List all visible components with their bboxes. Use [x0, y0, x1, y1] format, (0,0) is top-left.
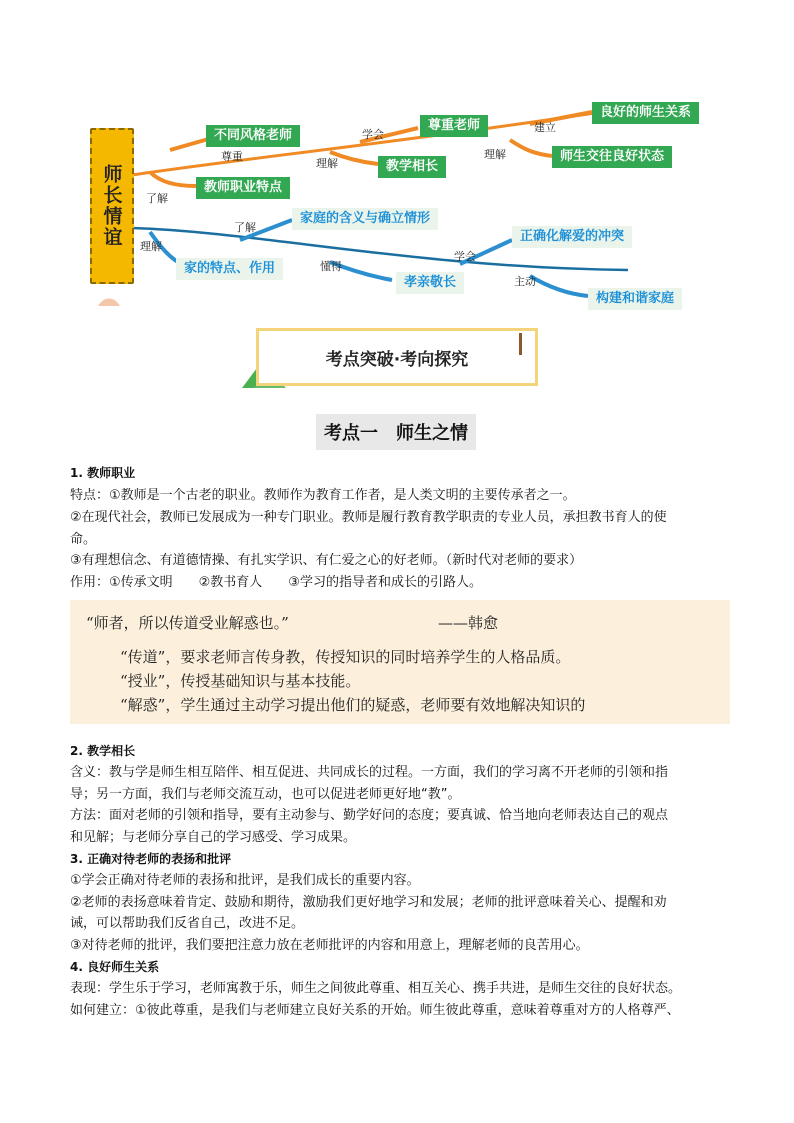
- quote-line: “授业”，传授基础知识与基本技能。: [120, 672, 361, 690]
- edge-label-know-1: 了解: [234, 221, 256, 234]
- node-teacher-styles: 不同风格老师: [206, 125, 300, 147]
- node-family-features: 家的特点、作用: [176, 258, 283, 280]
- paragraph-line: 含义：教与学是师生相互陪伴、相互促进、共同成长的过程。一方面，我们的学习离不开老师的引领和指: [70, 765, 669, 780]
- edge-label-understand-2: 理解: [316, 157, 338, 170]
- edge-label-learn-1: 学会: [362, 128, 384, 141]
- edge-label-understand-3: 理解: [484, 148, 506, 161]
- arrow-to-good-state: [510, 140, 552, 156]
- edge-label-learn-2: 学会: [454, 250, 476, 263]
- heading-1: 1. 教师职业: [70, 466, 136, 480]
- paragraph-line: 诫，可以帮助我们反省自己，改进不足。: [70, 916, 305, 931]
- paragraph-line: ①学会正确对待老师的表扬和批评，是我们成长的重要内容。: [70, 873, 420, 888]
- section-title: [316, 414, 476, 450]
- edge-label-know-2: 懂得: [320, 260, 342, 273]
- heading-3: 3. 正确对待老师的表扬和批评: [70, 852, 232, 866]
- banner-title: 考点突破·考向探究: [325, 349, 469, 370]
- node-respect-teacher: 尊重老师: [420, 115, 488, 137]
- paragraph-line: 表现：学生乐于学习，老师寓教于乐，师生之间彼此尊重、相互关心、携手共进，是师生交往的良好状态。: [70, 981, 682, 996]
- heading-4: 4. 良好师生关系: [70, 960, 160, 974]
- node-good-relation: 良好的师生关系: [592, 102, 699, 124]
- arrow-to-harmony-family: [530, 276, 588, 296]
- paragraph-line: ③对待老师的批评，我们要把注意力放在老师批评的内容和用意上，理解老师的良苦用心。: [70, 938, 589, 953]
- quote-line: “师者，所以传道受业解惑也。”: [86, 614, 289, 632]
- edge-label-understand-4: 理解: [140, 240, 162, 253]
- node-family-meaning: 家庭的含义与确立情形: [292, 208, 438, 230]
- node-teacher-features: 教师职业特点: [196, 177, 290, 199]
- edge-label-active: 主动: [514, 275, 536, 288]
- section-title-text: 考点一 师生之情: [324, 423, 468, 444]
- quote-box: [70, 600, 730, 724]
- node-filial: 孝亲敬长: [396, 272, 464, 294]
- paragraph-line: 如何建立：①彼此尊重，是我们与老师建立良好关系的开始。师生彼此尊重，意味着尊重对方的人格尊严、: [70, 1003, 680, 1018]
- banner-accent-bar: [519, 333, 522, 355]
- root-label: 师长情谊: [100, 164, 123, 248]
- paragraph-line: 方法：面对老师的引领和指导，要有主动参与、勤学好问的态度；要真诚、恰当地向老师表达自己的观点: [70, 808, 669, 823]
- section-banner: [256, 328, 538, 386]
- edge-label-respect: 尊重: [221, 150, 243, 163]
- node-resolve-conflict: 正确化解爱的冲突: [512, 226, 632, 248]
- quote-line: “传道”，要求老师言传身教，传授知识的同时培养学生的人格品质。: [120, 648, 571, 666]
- paragraph-line: 特点：①教师是一个古老的职业。教师作为教育工作者，是人类文明的主要传承者之一。: [70, 488, 576, 503]
- heading-2: 2. 教学相长: [70, 744, 136, 758]
- paragraph-line: 命。: [70, 532, 97, 547]
- node-harmony-family: 构建和谐家庭: [588, 288, 682, 310]
- paragraph-line: ③有理想信念、有道德情操、有扎实学识、有仁爱之心的好老师。（新时代对老师的要求）: [70, 553, 583, 568]
- mind-map: [0, 0, 794, 320]
- mind-map-root: [90, 128, 134, 284]
- quote-author: ——韩愈: [438, 614, 499, 632]
- quote-line: “解惑”，学生通过主动学习提出他们的疑惑，老师要有效地解决知识的: [120, 696, 586, 714]
- paragraph-line: 和见解；与老师分享自己的学习感受、学习成果。: [70, 830, 357, 845]
- edge-label-understand-1: 了解: [146, 192, 168, 205]
- paragraph-line: ②老师的表扬意味着肯定、鼓励和期待，激励我们更好地学习和发展；老师的批评意味着关心、提醒和劝: [70, 895, 667, 910]
- node-teaching-growth: 教学相长: [378, 156, 446, 178]
- node-good-state: 师生交往良好状态: [552, 146, 672, 168]
- paragraph-line: 作用：①传承文明 ②教书育人 ③学习的指导者和成长的引路人。: [70, 575, 482, 590]
- hill-decoration: [98, 299, 120, 307]
- paragraph-line: 导；另一方面，我们与老师交流互动，也可以促进老师更好地“教”。: [70, 787, 461, 802]
- edge-label-build: 建立: [534, 121, 556, 134]
- arrow-to-teacher-features: [150, 172, 196, 186]
- paragraph-line: ②在现代社会，教师已发展成为一种专门职业。教师是履行教育教学职责的专业人员，承担教书育人的使: [70, 510, 667, 525]
